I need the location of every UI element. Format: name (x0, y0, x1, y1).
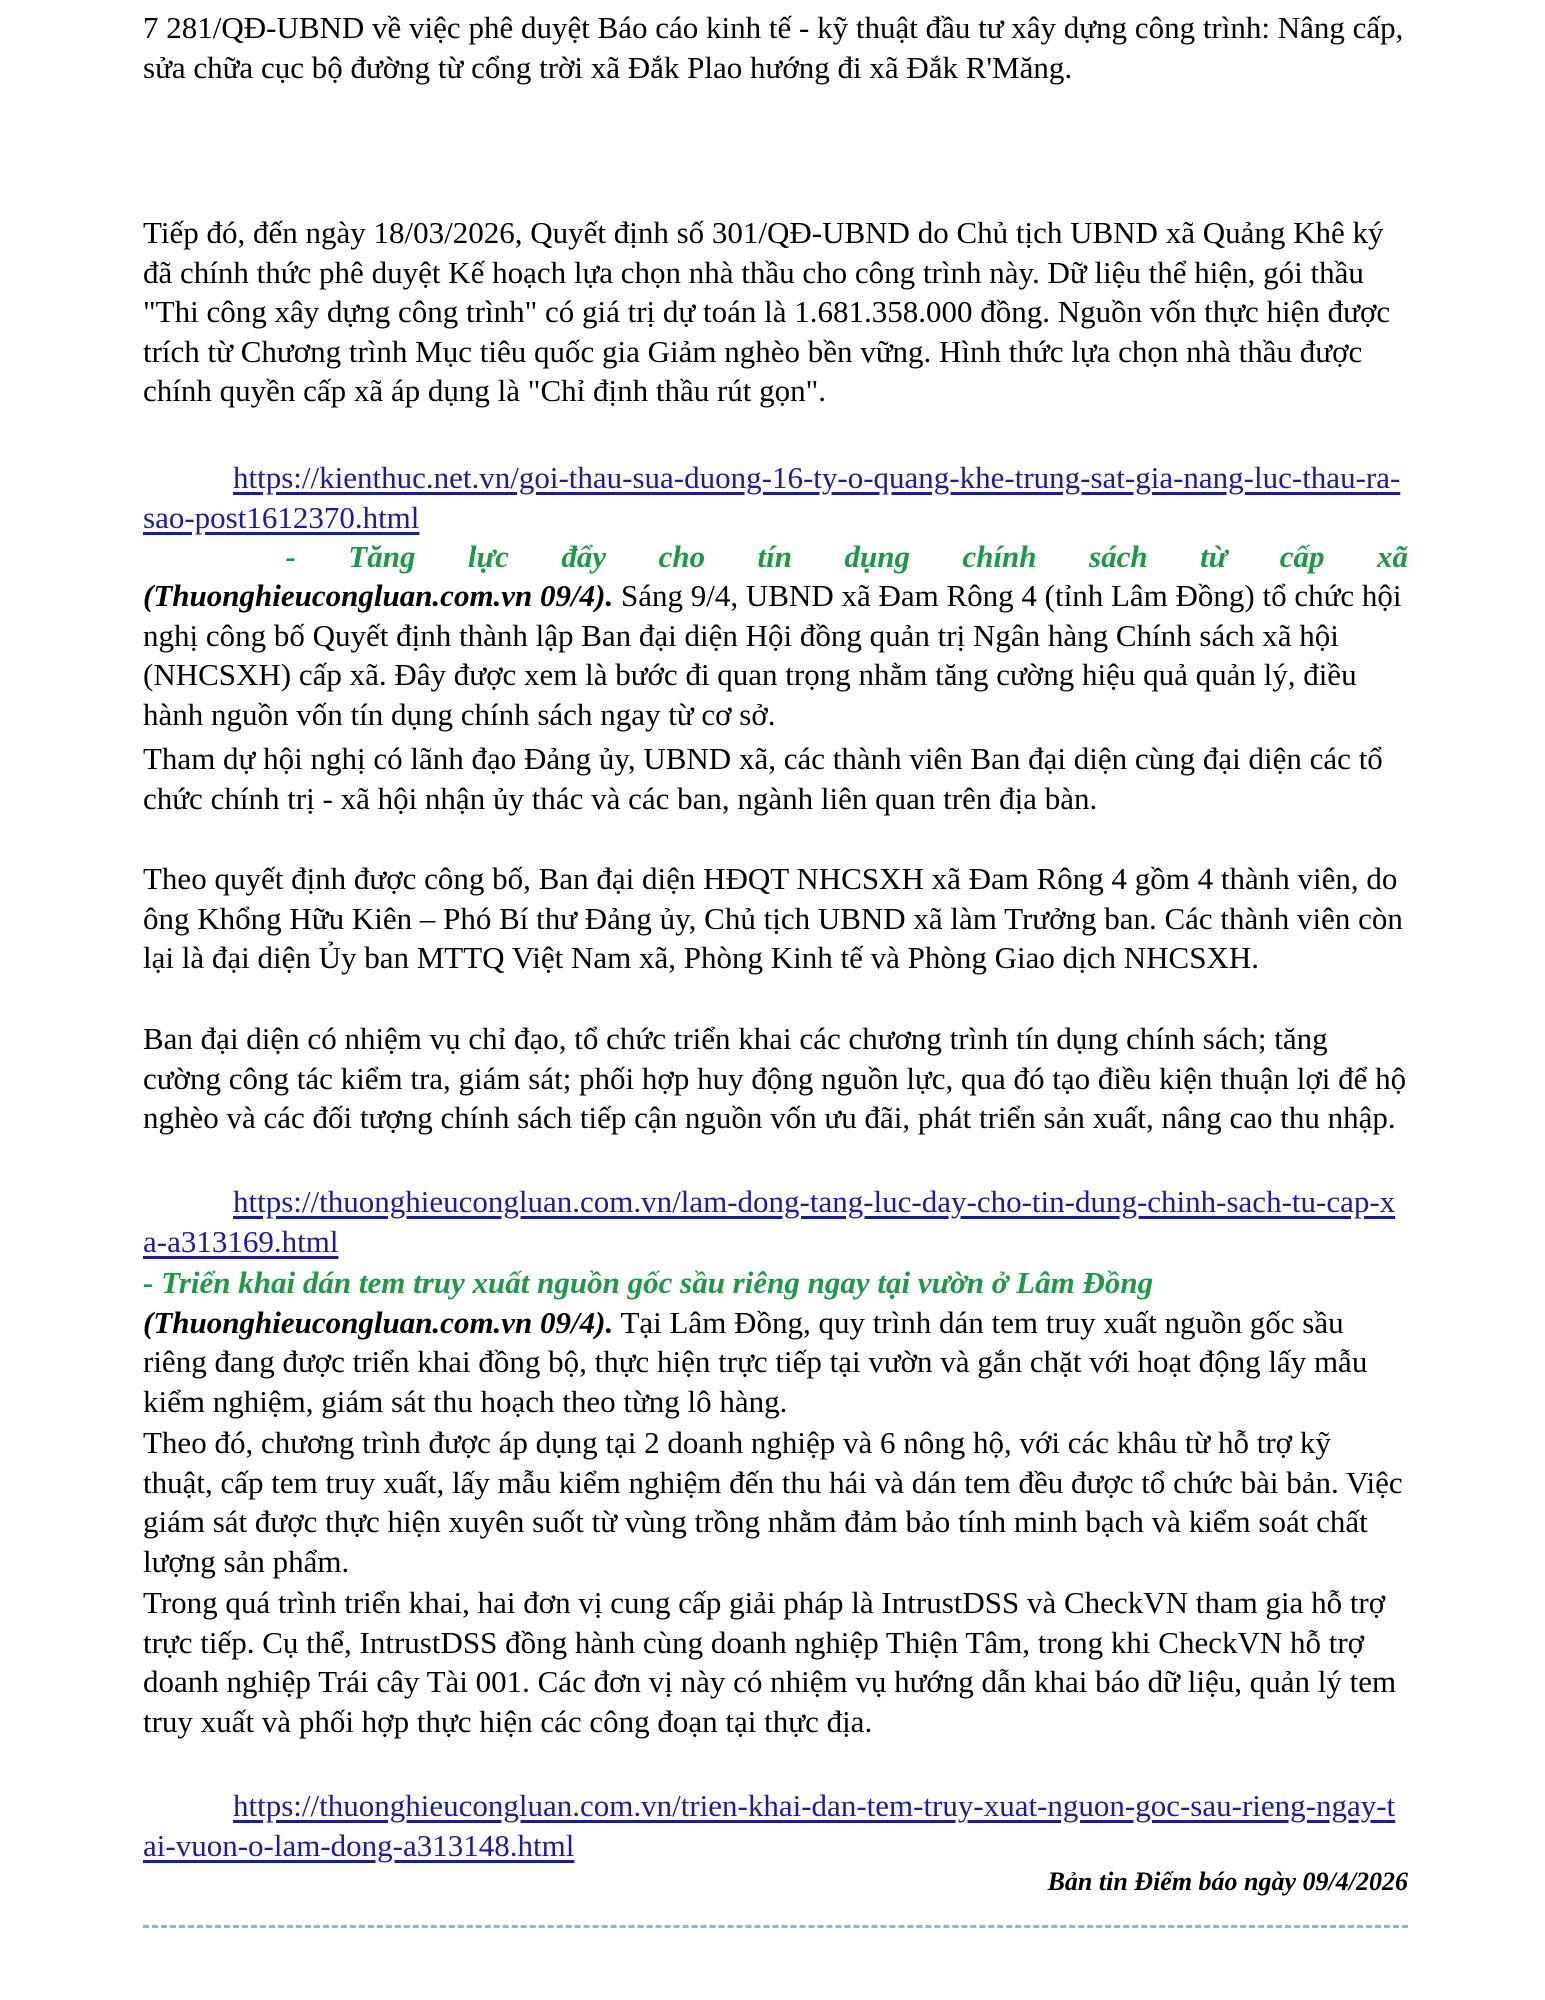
article-link-tin-dung[interactable]: https://thuonghieucongluan.com.vn/lam-dong-tang-luc-day-cho-tin-dung-chinh-sach-tu-cap-xa-a313169.html (143, 1184, 1396, 1259)
source-link (143, 1786, 1408, 1865)
article-paragraph: Trong quá trình triển khai, hai đơn vị cung cấp giải pháp là IntrustDSS và CheckVN tham gia hỗ trợ trực tiếp. Cụ thể, IntrustDSS đồng hành cùng doanh nghiệp Thiện Tâm, trong khi CheckVN hỗ trợ doanh nghiệp Trái cây Tài 001. Các đơn vị này có nhiệm vụ hướng dẫn khai báo dữ liệu, quản lý tem truy xuất và phối hợp thực hiện các công đoạn tại thực địa. (143, 1585, 1397, 1739)
article-link-kienthuc[interactable]: https://kienthuc.net.vn/goi-thau-sua-duong-16-ty-o-quang-khe-trung-sat-gia-nang-luc-thau-ra-sao-post1612370.html (143, 460, 1401, 535)
body-paragraph: Tiếp đó, đến ngày 18/03/2026, Quyết định số 301/QĐ-UBND do Chủ tịch UBND xã Quảng Khê ký đã chính thức phê duyệt Kế hoạch lựa chọn nhà thầu cho công trình này. Dữ liệu thể hiện, gói thầu "Thi công xây dựng công trình" có giá trị dự toán là 1.681.358.000 đồng. Nguồn vốn thực hiện được trích từ Chương trình Mục tiêu quốc gia Giảm nghèo bền vững. Hình thức lựa chọn nhà thầu được chính quyền cấp xã áp dụng là "Chỉ định thầu rút gọn". (143, 215, 1391, 408)
article-lead: - Triển khai dán tem truy xuất nguồn gốc sầu riêng ngay tại vườn ở Lâm Đồng (Thuonghieucongluan.com.vn 09/4). Tại Lâm Đồng, quy trình dán tem truy xuất nguồn gốc sầu riêng đang được triển khai đồng bộ, thực hiện trực tiếp tại vườn và gắn chặt với hoạt động lấy mẫu kiểm nghiệm, giám sát thu hoạch theo từng lô hàng. (143, 1265, 1368, 1419)
article-paragraph: Theo quyết định được công bố, Ban đại diện HĐQT NHCSXH xã Đam Rông 4 gồm 4 thành viên, do ông Khổng Hữu Kiên – Phó Bí thư Đảng ủy, Chủ tịch UBND xã làm Trưởng ban. Các thành viên còn lại là đại diện Ủy ban MTTQ Việt Nam xã, Phòng Kinh tế và Phòng Giao dịch NHCSXH. (143, 861, 1403, 975)
article-paragraph: Theo đó, chương trình được áp dụng tại 2 doanh nghiệp và 6 nông hộ, với các khâu từ hỗ trợ kỹ thuật, cấp tem truy xuất, lấy mẫu kiểm nghiệm đến thu hái và dán tem đều được tổ chức bài bản. Việc giám sát được thực hiện xuyên suốt từ vùng trồng nhằm đảm bảo tính minh bạch và kiểm soát chất lượng sản phẩm. (143, 1425, 1403, 1579)
article-paragraph: Ban đại diện có nhiệm vụ chỉ đạo, tổ chức triển khai các chương trình tín dụng chính sách; tăng cường công tác kiểm tra, giám sát; phối hợp huy động nguồn lực, qua đó tạo điều kiện thuận lợi để hộ nghèo và các đối tượng chính sách tiếp cận nguồn vốn ưu đãi, phát triển sản xuất, nâng cao thu nhập. (143, 1021, 1407, 1135)
article-lead: (Thuonghieucongluan.com.vn 09/4). Sáng 9/4, UBND xã Đam Rông 4 (tỉnh Lâm Đồng) tổ chức hội nghị công bố Quyết định thành lập Ban đại diện Hội đồng quản trị Ngân hàng Chính sách xã hội (NHCSXH) cấp xã. Đây được xem là bước đi quan trọng nhằm tăng cường hiệu quả quản lý, điều hành nguồn vốn tín dụng chính sách ngay từ cơ sở. (143, 578, 1402, 732)
article-source: (Thuonghieucongluan.com.vn 09/4). (143, 578, 614, 613)
dashed-divider (143, 1925, 1408, 1928)
article-title: - Tăng lực đẩy cho tín dụng chính sách từ cấp xã (285, 539, 1408, 574)
source-link (143, 458, 1408, 537)
article-link-sau-rieng[interactable]: https://thuonghieucongluan.com.vn/trien-khai-dan-tem-truy-xuat-nguon-goc-sau-rieng-ngay-tai-vuon-o-lam-dong-a313148.html (143, 1788, 1396, 1863)
intro-paragraph: 7 281/QĐ-UBND về việc phê duyệt Báo cáo kinh tế - kỹ thuật đầu tư xây dựng công trình: Nâng cấp, sửa chữa cục bộ đường từ cổng trời xã Đắk Plao hướng đi xã Đắk R'Măng. (143, 10, 1404, 85)
article-paragraph: Tham dự hội nghị có lãnh đạo Đảng ủy, UBND xã, các thành viên Ban đại diện cùng đại diện các tổ chức chính trị - xã hội nhận ủy thác và các ban, ngành liên quan trên địa bàn. (143, 741, 1383, 816)
source-link (143, 1182, 1408, 1261)
article-title: - Triển khai dán tem truy xuất nguồn gốc sầu riêng ngay tại vườn ở Lâm Đồng (143, 1265, 1154, 1300)
article-source: (Thuonghieucongluan.com.vn 09/4). (143, 1304, 614, 1340)
bulletin-footer: Bản tin Điểm báo ngày 09/4/2026 (1047, 1867, 1408, 1896)
